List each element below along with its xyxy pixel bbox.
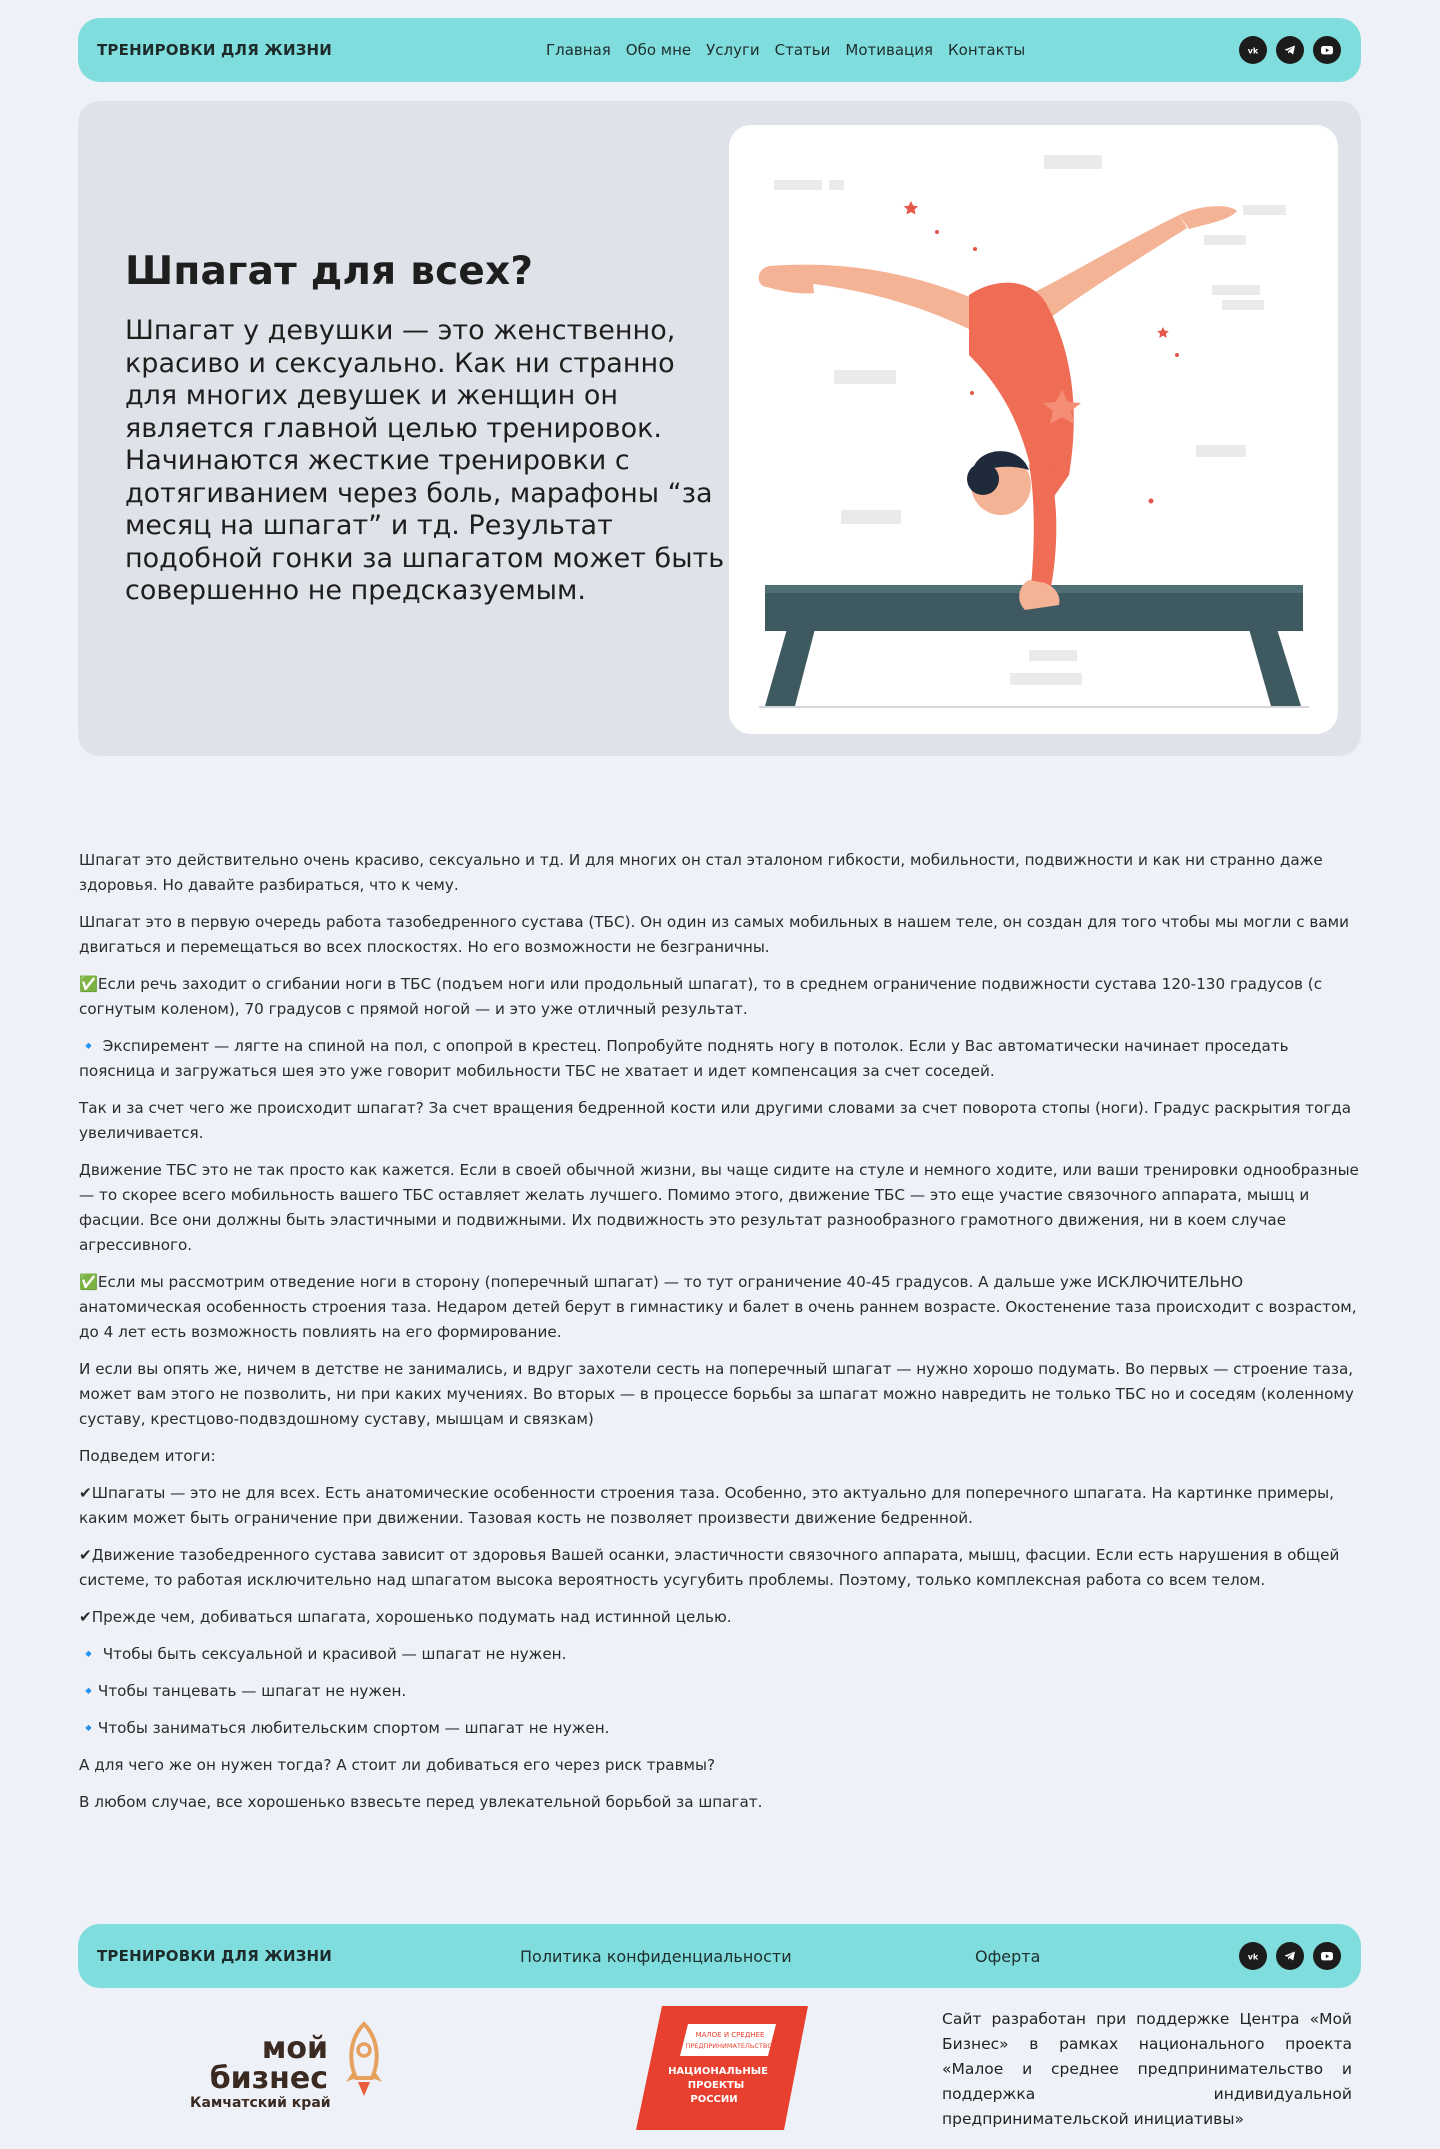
nav-link-motivation[interactable]: Мотивация: [845, 41, 933, 59]
article-body: [79, 848, 1361, 1827]
header-navbar: [78, 18, 1361, 82]
youtube-icon[interactable]: [1313, 36, 1341, 64]
hero-title: Шпагат для всех?: [125, 249, 534, 294]
svg-text:НАЦИОНАЛЬНЫЕ: НАЦИОНАЛЬНЫЕ: [668, 2066, 768, 2077]
vk-icon[interactable]: [1239, 36, 1267, 64]
svg-text:МАЛОЕ И СРЕДНЕЕ: МАЛОЕ И СРЕДНЕЕ: [695, 2031, 765, 2039]
article-paragraph: 🔹 Экспиремент — лягте на спиной на пол, с опопрой в крестец. Попробуйте поднять ногу в потолок. Если у Вас автоматически начинает проседать поясница и загружаться шея это уже говорит мобильности ТБС не хватает и идет компенсация за счет соседей.: [79, 1037, 1289, 1080]
nav-link-home[interactable]: Главная: [546, 41, 611, 59]
support-notice: Сайт разработан при поддержке Центра «Мой Бизнес» в рамках национального проекта «Малое и среднее предпринимательство и поддержка индивидуальной предпринимательской инициативы»: [942, 2010, 1352, 2128]
privacy-policy-link[interactable]: Политика конфиденциальности: [520, 1946, 792, 1966]
telegram-icon[interactable]: [1276, 1942, 1304, 1970]
article-paragraph: 🔹 Чтобы быть сексуальной и красивой — шпагат не нужен.: [79, 1645, 567, 1663]
article-paragraph: Подведем итоги:: [79, 1447, 216, 1465]
vk-icon[interactable]: [1239, 1942, 1267, 1970]
footer-socials: [1239, 1942, 1341, 1970]
article-paragraph: ✅Если мы рассмотрим отведение ноги в сторону (поперечный шпагат) — то тут ограничение 40-45 градусов. А дальше уже ИСКЛЮЧИТЕЛЬНО анатомическая особенность строения таза. Недаром детей берут в гимнастику и балет в очень раннем возрасте. Окостенение таза происходит с возрастом, до 4 лет есть возможность повлиять на его формирование.: [79, 1273, 1357, 1341]
main-nav: [546, 41, 1025, 59]
article-paragraph: ✔Движение тазобедренного сустава зависит от здоровья Вашей осанки, эластичности связочного аппарата, мышц, фасции. Если есть нарушения в общей системе, то работая исключительно над шпагатом высока вероятность усугубить проблемы. Поэтому, только комплексная работа со всем телом.: [79, 1546, 1340, 1589]
rocket-icon: [334, 2020, 394, 2098]
nav-link-services[interactable]: Услуги: [706, 41, 760, 59]
footer-brand[interactable]: ТРЕНИРОВКИ ДЛЯ ЖИЗНИ: [97, 1947, 333, 1965]
svg-text:ПРЕДПРИНИМАТЕЛЬСТВО: ПРЕДПРИНИМАТЕЛЬСТВО: [685, 2042, 773, 2050]
article-paragraph: Шпагат это действительно очень красиво, сексуально и тд. И для многих он стал эталоном гибкости, мобильности, подвижности и как ни странно даже здоровья. Но давайте разбираться, что к чему.: [79, 851, 1323, 894]
header-socials: [1239, 36, 1341, 64]
svg-text:vk: vk: [1247, 1952, 1259, 1962]
article-paragraph: ✔Прежде чем, добиваться шпагата, хорошенько подумать над истинной целью.: [79, 1608, 732, 1626]
svg-text:РОССИИ: РОССИИ: [690, 2094, 738, 2105]
brand-logo-text[interactable]: ТРЕНИРОВКИ ДЛЯ ЖИЗНИ: [97, 41, 333, 59]
article-paragraph: 🔹Чтобы заниматься любительским спортом — шпагат не нужен.: [79, 1719, 610, 1737]
article-paragraph: И если вы опять же, ничем в детстве не занимались, и вдруг захотели сесть на поперечный шпагат — нужно хорошо подумать. Во первых — строение таза, может вам этого не позволить, ни при каких мучениях. Во вторых — в процессе борьбы за шпагат можно навредить не только ТБС но и соседям (коленному суставу, крестцово-подвздошному суставу, мышцам и связкам): [79, 1360, 1354, 1428]
article-paragraph: 🔹Чтобы танцевать — шпагат не нужен.: [79, 1682, 407, 1700]
article-paragraph: ✅Если речь заходит о сгибании ноги в ТБС (подъем ноги или продольный шпагат), то в среднем ограничение подвижности сустава 120-130 градусов (с согнутым коленом), 70 градусов с прямой ногой — и это уже отличный результат.: [79, 975, 1323, 1018]
footer-bar: [78, 1924, 1361, 1988]
svg-text:ПРОЕКТЫ: ПРОЕКТЫ: [687, 2080, 745, 2091]
hero-text: Шпагат у девушки — это женственно, красиво и сексуально. Как ни странно для многих девушек и женщин он является главной целью тренировок. Начинаются жесткие тренировки с дотягиванием через боль, марафоны “за месяц на шпагат” и тд. Результат подобной гонки за шпагатом может быть совершенно не предсказуемым.: [125, 315, 725, 606]
article-paragraph: Шпагат это в первую очередь работа тазобедренного сустава (ТБС). Он один из самых мобильных в нашем теле, он создан для того чтобы мы могли с вами двигаться и перемещаться во всех плоскостях. Но его возможности не безграничны.: [79, 913, 1350, 956]
article-paragraph: Движение ТБС это не так просто как кажется. Если в своей обычной жизни, вы чаще сидите на стуле и немного ходите, или ваши тренировки однообразные — то скорее всего мобильность вашего ТБС оставляет желать лучшего. Помимо этого, движение ТБС — это еще участие связочного аппарата, мышц и фасции. Все они должны быть эластичными и подвижными. Их подвижность это результат разнообразного грамотного движения, ни в коем случае агрессивного.: [79, 1161, 1359, 1254]
nav-link-contacts[interactable]: Контакты: [948, 41, 1026, 59]
hero-illustration: [729, 125, 1338, 734]
nav-link-articles[interactable]: Статьи: [774, 41, 831, 59]
article-paragraph: Так и за счет чего же происходит шпагат? За счет вращения бедренной кости или другими словами за счет поворота стопы (ноги). Градус раскрытия тогда увеличивается.: [79, 1099, 1352, 1142]
svg-text:vk: vk: [1247, 46, 1259, 56]
article-paragraph: В любом случае, все хорошенько взвесьте перед увлекательной борьбой за шпагат.: [79, 1793, 763, 1811]
moy-biznes-wordmark: мой бизнес: [209, 2031, 328, 2096]
nav-link-about[interactable]: Обо мне: [625, 41, 692, 59]
offer-link[interactable]: Оферта: [975, 1946, 1041, 1966]
telegram-icon[interactable]: [1276, 36, 1304, 64]
article-paragraph: А для чего же он нужен тогда? А стоит ли добиваться его через риск травмы?: [79, 1756, 716, 1774]
national-projects-logo[interactable]: [636, 2006, 808, 2130]
moy-biznes-logo[interactable]: [188, 2020, 408, 2115]
youtube-icon[interactable]: [1313, 1942, 1341, 1970]
hero-section: [78, 101, 1361, 756]
article-paragraph: ✔Шпагаты — это не для всех. Есть анатомические особенности строения таза. Особенно, это актуально для поперечного шпагата. На картинке примеры, каким может быть ограничение при движении. Тазовая кость не позволяет произвести движение бедренной.: [79, 1484, 1334, 1527]
moy-biznes-region: Камчатский край: [190, 2095, 331, 2111]
